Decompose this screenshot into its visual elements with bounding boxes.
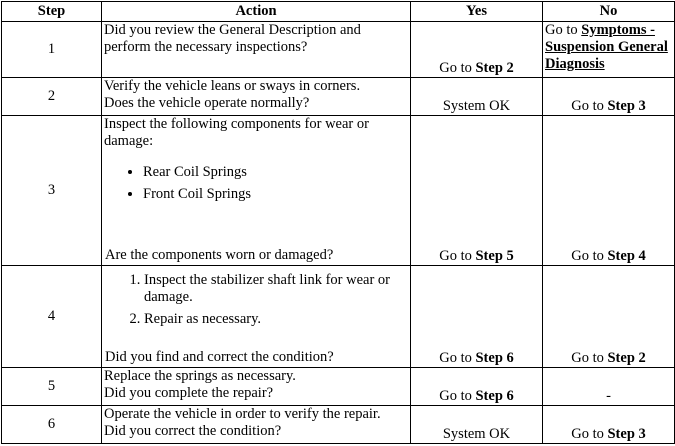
action-cell <box>102 266 411 368</box>
no-step-link[interactable]: Step 4 <box>607 248 646 264</box>
table-row <box>2 368 675 406</box>
step-number: 5 <box>2 368 102 406</box>
action-cell <box>102 22 411 78</box>
no-step-link[interactable]: Step 2 <box>607 350 646 366</box>
no-cell <box>543 22 675 78</box>
header-yes: Yes <box>411 2 543 22</box>
procedure-list <box>104 272 408 328</box>
yes-cell <box>411 368 543 406</box>
no-cell <box>543 116 675 266</box>
yes-step-link[interactable]: Step 5 <box>475 248 514 264</box>
table-row <box>2 406 675 444</box>
table-row <box>2 266 675 368</box>
no-step-link[interactable]: Step 3 <box>607 98 646 114</box>
action-text: Operate the vehicle in order to verify the repair. <box>104 406 381 422</box>
list-item: • Rear Coil Springs <box>143 164 408 181</box>
list-item: 2. Repair as necessary. <box>144 311 408 328</box>
yes-cell <box>411 22 543 78</box>
action-question: Are the components worn or damaged? <box>105 247 334 263</box>
table-row <box>2 22 675 78</box>
action-cell <box>102 78 411 116</box>
no-cell <box>543 406 675 444</box>
action-text: Did you review the General Description and perform the necessary inspections? <box>104 22 361 55</box>
yes-prefix: Go to <box>439 350 476 366</box>
no-cell <box>543 78 675 116</box>
step-number: 2 <box>2 78 102 116</box>
no-step-link[interactable]: Step 3 <box>607 426 646 442</box>
action-cell <box>102 116 411 266</box>
action-text: Inspect the following components for wear or damage: <box>104 116 369 149</box>
no-prefix: Go to <box>545 22 582 38</box>
action-question: Does the vehicle operate normally? <box>104 95 310 111</box>
table-row <box>2 78 675 116</box>
yes-cell <box>411 266 543 368</box>
no-prefix: Go to <box>571 426 608 442</box>
no-prefix: Go to <box>571 350 608 366</box>
no-cell <box>543 266 675 368</box>
yes-prefix: Go to <box>439 248 476 264</box>
diagnostic-table <box>1 1 675 444</box>
no-prefix: Go to <box>571 248 608 264</box>
action-question: Did you find and correct the condition? <box>105 349 334 365</box>
no-cell: - <box>543 368 675 406</box>
action-cell <box>102 406 411 444</box>
yes-step-link[interactable]: Step 2 <box>475 60 514 76</box>
step-number: 3 <box>2 116 102 266</box>
no-prefix: Go to <box>571 98 608 114</box>
action-cell <box>102 368 411 406</box>
step-number: 4 <box>2 266 102 368</box>
yes-step-link[interactable]: Step 6 <box>475 350 514 366</box>
action-question: Did you complete the repair? <box>104 385 274 401</box>
yes-prefix: Go to <box>439 60 476 76</box>
table-row <box>2 116 675 266</box>
action-question: Did you correct the condition? <box>104 423 282 439</box>
component-list <box>104 164 408 203</box>
header-step: Step <box>2 2 102 22</box>
header-no: No <box>543 2 675 22</box>
action-text: Verify the vehicle leans or sways in corners. <box>104 78 361 94</box>
header-row <box>2 2 675 22</box>
yes-cell: System OK <box>411 406 543 444</box>
yes-prefix: Go to <box>439 388 476 404</box>
header-action: Action <box>102 2 411 22</box>
symptoms-link[interactable]: Symptoms - Suspension General Diagnosis <box>545 22 668 72</box>
yes-step-link[interactable]: Step 6 <box>475 388 514 404</box>
action-text: Replace the springs as necessary. <box>104 368 296 384</box>
step-number: 1 <box>2 22 102 78</box>
yes-cell <box>411 116 543 266</box>
yes-cell: System OK <box>411 78 543 116</box>
step-number: 6 <box>2 406 102 444</box>
list-item: 1. Inspect the stabilizer shaft link for wear or damage. <box>144 272 408 306</box>
list-item: • Front Coil Springs <box>143 186 408 203</box>
